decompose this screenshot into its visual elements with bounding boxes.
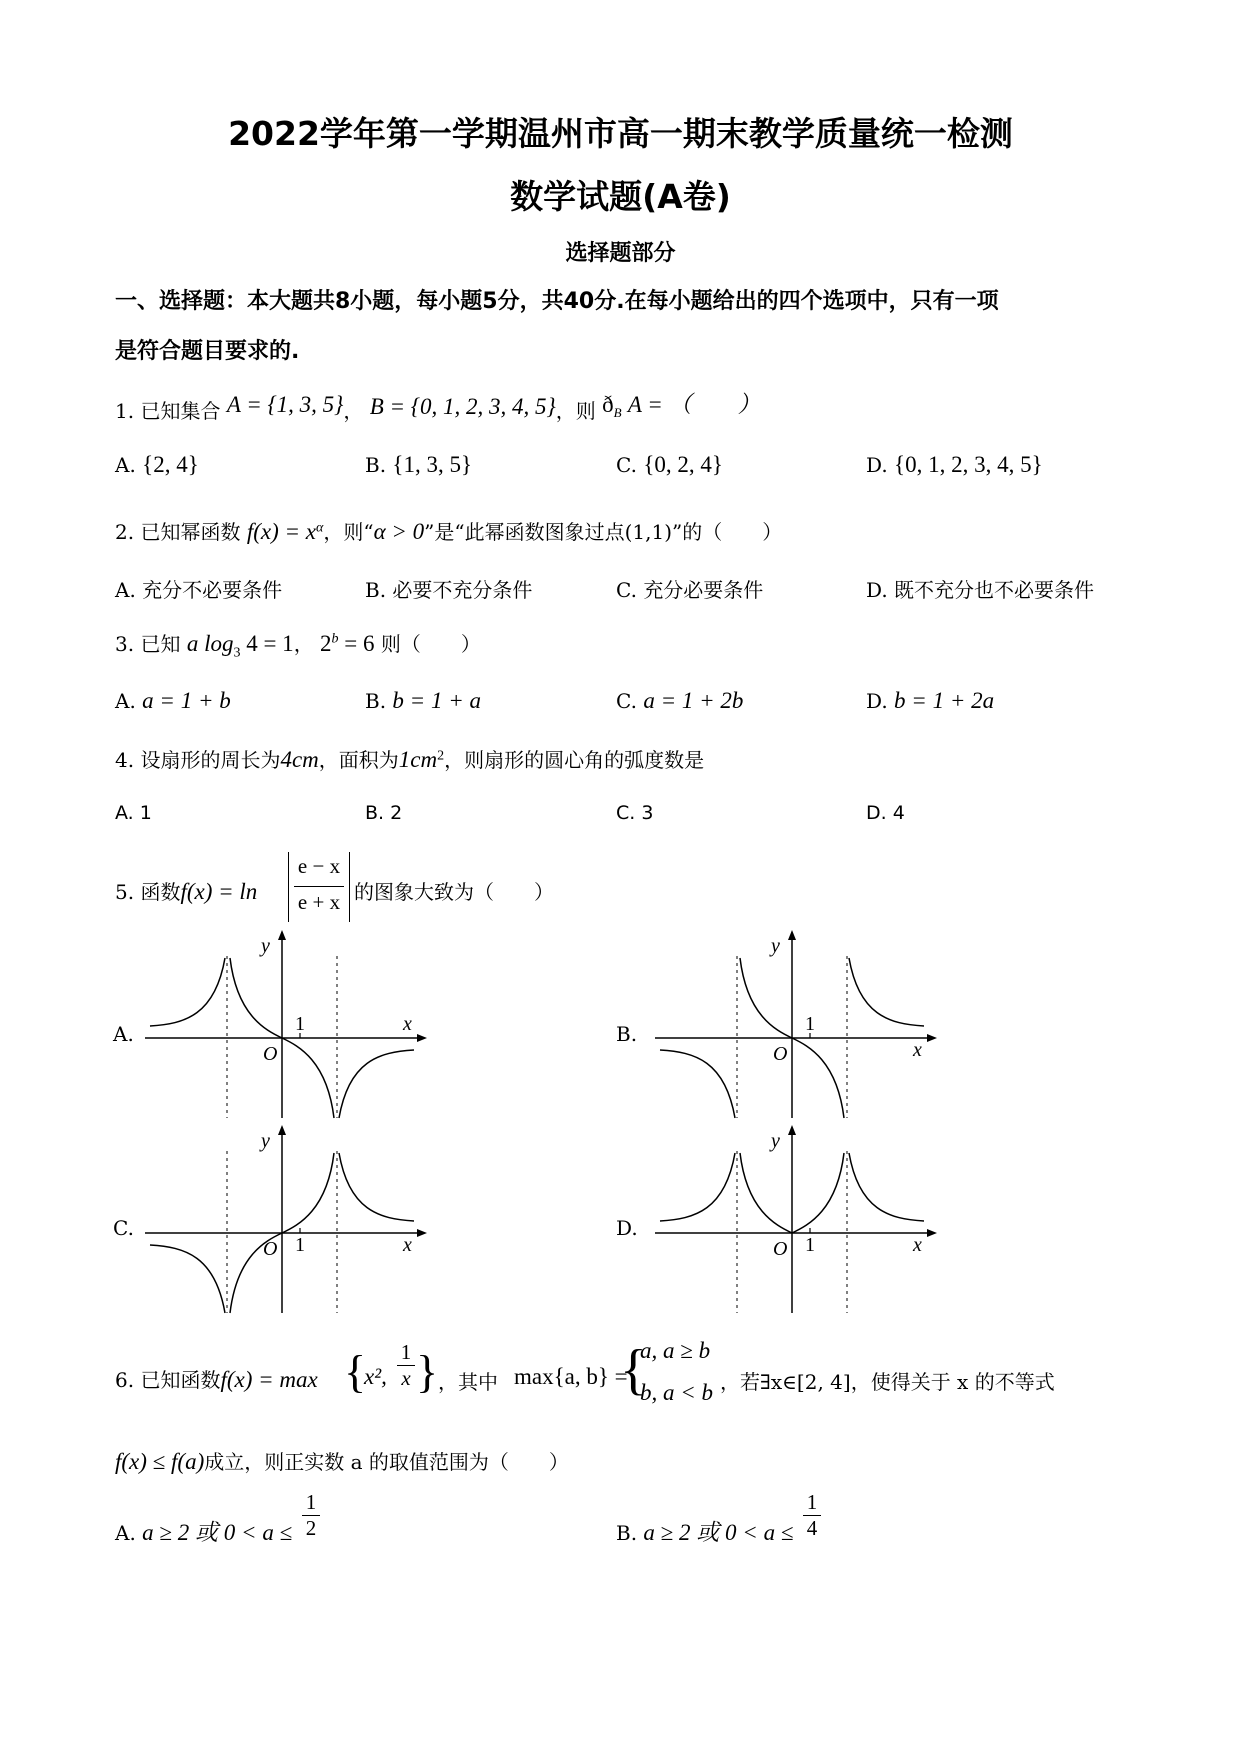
q1-sep: ， — [343, 399, 364, 423]
q4-option-d: D. 4 — [866, 802, 905, 824]
svg-text:y: y — [261, 1130, 270, 1152]
q5-abs-bars — [288, 852, 350, 922]
svg-text:O: O — [773, 1043, 788, 1065]
section-instructions-line1: 一、选择题：本大题共8小题，每小题5分，共40分.在每小题给出的四个选项中，只有一项 — [115, 289, 999, 314]
q1-set-a: A = {1, 3, 5} — [226, 392, 344, 417]
graph-label-d: D. — [616, 1216, 638, 1240]
q2-option-b: B. 必要不充分条件 — [365, 578, 533, 602]
question-3: 3. 已知 a $\log_3 4 = 1$， $2^b = 6$ 则（ ） — [115, 631, 481, 661]
q1-stem: 1. 已知集合 — [115, 399, 221, 423]
q6-case-2: b, a < b — [640, 1380, 714, 1405]
q6-line-2: f(x) ≤ f(a)成立，则正实数 a 的取值范围为（ ） — [115, 1449, 569, 1474]
q6-option-b-fraction: 1 4 — [803, 1490, 821, 1541]
svg-text:y: y — [261, 935, 270, 957]
q1-complement: ð — [602, 392, 614, 417]
q5-numerator: e − x — [297, 854, 341, 878]
q1-tail: A = （ ） — [627, 392, 761, 417]
q6-option-a-fraction: 1 2 — [302, 1490, 320, 1541]
q6-case-1: a, a ≥ b — [640, 1338, 711, 1363]
q5-func: f(x) = ln — [180, 879, 258, 904]
graph-c — [145, 1125, 425, 1315]
q6-fraction: 1 x — [397, 1340, 415, 1391]
exam-subtitle: 数学试题(A卷) — [510, 177, 731, 216]
q5-tail: 的图象大致为（ ） — [354, 880, 554, 904]
graph-d — [655, 1125, 935, 1315]
question-6: 6. 已知函数f(x) = max — [115, 1367, 318, 1392]
q2-func: f(x) = x — [246, 519, 316, 544]
q3-option-d: D. b = 1 + 2a — [866, 688, 995, 713]
q3-option-a: A. a = 1 + b — [115, 688, 231, 713]
q1-option-b: B. {1, 3, 5} — [365, 452, 473, 477]
q1-option-a: A. {2, 4} — [115, 452, 199, 477]
exam-title: 2022学年第一学期温州市高一期末教学质量统一检测 — [228, 114, 1013, 153]
q3-expr-1: a $\log_3 4 = 1$ — [186, 631, 294, 661]
svg-text:y: y — [771, 1130, 780, 1152]
q1-complement-sub: B — [613, 405, 622, 420]
graph-label-a: A. — [113, 1022, 134, 1046]
q6-option-a: A. a ≥ 2 或 0 < a ≤ — [115, 1520, 293, 1545]
svg-text:O: O — [773, 1238, 788, 1260]
graph-a — [145, 930, 425, 1120]
question-1 — [115, 392, 761, 427]
q6-brace-right: } — [416, 1346, 439, 1397]
q2-option-d: D. 既不充分也不必要条件 — [866, 578, 1095, 602]
q1-option-c: C. {0, 2, 4} — [616, 452, 723, 477]
q6-brace-left: { — [344, 1346, 367, 1397]
q1-option-d: D. {0, 1, 2, 3, 4, 5} — [866, 452, 1043, 477]
q6-maxdef: max{a, b} = — [514, 1364, 628, 1389]
q3-option-b: B. b = 1 + a — [365, 688, 481, 713]
q1-mid: ，则 — [555, 399, 596, 423]
svg-text:x: x — [913, 1234, 922, 1256]
q3-option-c: C. a = 1 + 2b — [616, 688, 744, 713]
graph-label-c: C. — [113, 1216, 134, 1240]
q3-expr-2: $2^b = 6$ — [320, 631, 375, 656]
svg-text:O: O — [263, 1043, 278, 1065]
svg-text:x: x — [403, 1013, 412, 1035]
q4-perimeter: 4cm — [280, 747, 319, 772]
svg-text:O: O — [263, 1238, 278, 1260]
svg-text:1: 1 — [805, 1234, 815, 1256]
graph-b — [655, 930, 935, 1120]
q4-option-c: C. 3 — [616, 802, 654, 824]
q5-denominator: e + x — [297, 890, 341, 914]
q2-option-c: C. 充分必要条件 — [616, 578, 764, 602]
q1-set-b: B = {0, 1, 2, 3, 4, 5} — [369, 394, 556, 419]
svg-text:x: x — [403, 1234, 412, 1256]
q6-case-brace: { — [620, 1339, 647, 1401]
svg-text:y: y — [771, 935, 780, 957]
q6-tail: ，若∃x∈[2, 4]，使得关于 x 的不等式 — [720, 1370, 1055, 1394]
q6-inner: x², — [364, 1364, 387, 1389]
svg-text:1: 1 — [295, 1234, 305, 1256]
q6-option-b: B. a ≥ 2 或 0 < a ≤ — [616, 1520, 794, 1545]
question-4: 4. 设扇形的周长为4cm，面积为$1cm^2$，则扇形的圆心角的弧度数是 — [115, 747, 705, 772]
question-5-stem: 5. 函数f(x) = ln — [115, 879, 258, 904]
q6-mid: ，其中 — [438, 1370, 498, 1394]
q4-area: 1cm — [398, 747, 438, 772]
svg-text:1: 1 — [295, 1013, 305, 1035]
q6-func: f(x) = max — [220, 1367, 318, 1392]
q4-option-b: B. 2 — [365, 802, 403, 824]
q4-option-a: A. 1 — [115, 802, 152, 824]
svg-text:x: x — [913, 1039, 922, 1061]
question-2: 2. 已知幂函数 $f(x) = x^\alpha$，则“α > 0”是“此幂函数图象过点(1,1)”的（ ） — [115, 519, 783, 544]
svg-text:1: 1 — [805, 1013, 815, 1035]
part-heading: 选择题部分 — [565, 241, 676, 266]
q2-condition: α > 0 — [373, 519, 425, 544]
q2-option-a: A. 充分不必要条件 — [115, 578, 283, 602]
graph-label-b: B. — [616, 1022, 638, 1046]
section-instructions-line2: 是符合题目要求的. — [115, 339, 300, 364]
